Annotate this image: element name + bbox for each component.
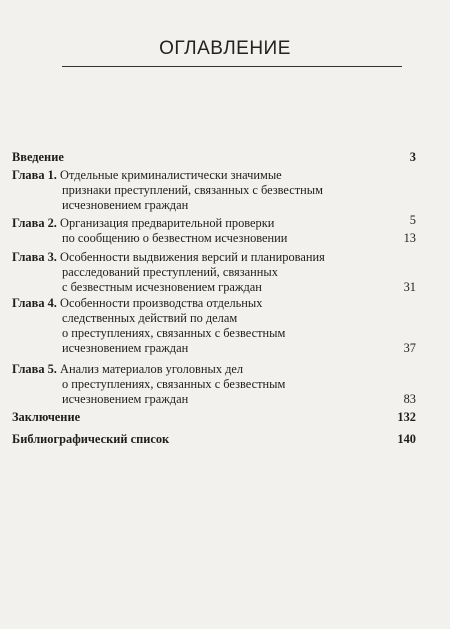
- toc-entry-bibliography: [12, 432, 416, 447]
- toc-ch3-line: расследований преступлений, связанных: [62, 265, 278, 279]
- toc-conclusion-label: Заключение: [12, 410, 81, 424]
- toc-entry-ch4: [12, 296, 416, 356]
- toc-ch5-line: Анализ материалов уголовных дел: [60, 362, 244, 376]
- toc-ch1-head: Глава 1.: [12, 168, 57, 182]
- toc-bibliography-page: 140: [397, 432, 416, 446]
- toc-entry-ch3: [12, 250, 416, 295]
- toc-ch3-line: Особенности выдвижения версий и планирования: [60, 250, 325, 264]
- toc-ch2-head: Глава 2.: [12, 216, 57, 230]
- toc-ch4-page: 37: [403, 341, 416, 355]
- toc-ch3-head: Глава 3.: [12, 250, 57, 264]
- toc-entry-ch2: [12, 216, 416, 246]
- toc-ch4-line: о преступлениях, связанных с безвестным: [62, 326, 286, 340]
- toc-intro-label: Введение: [12, 150, 64, 164]
- page-title: ОГЛАВЛЕНИЕ: [159, 38, 291, 59]
- toc-entry-conclusion: [12, 410, 416, 425]
- toc-ch4-head: Глава 4.: [12, 296, 57, 310]
- toc-ch5-line: исчезновением граждан: [62, 392, 189, 406]
- toc-ch2-line: Организация предварительной проверки: [60, 216, 275, 230]
- toc-ch2-line: по сообщению о безвестном исчезновении: [62, 231, 288, 245]
- toc-entry-intro: [12, 150, 416, 165]
- toc-ch1-line: Отдельные криминалистически значимые: [60, 168, 282, 182]
- toc-ch5-head: Глава 5.: [12, 362, 57, 376]
- toc-ch1-line: признаки преступлений, связанных с безвестным: [62, 183, 323, 197]
- toc-entry-ch5: [12, 362, 416, 407]
- toc-ch4-line: следственных действий по делам: [62, 311, 238, 325]
- toc-ch1-line: исчезновением граждан: [62, 198, 189, 212]
- toc-bibliography-label: Библиографический список: [12, 432, 170, 446]
- toc-ch5-page: 83: [403, 392, 416, 406]
- toc-ch3-page: 31: [403, 280, 416, 294]
- title-rule: [62, 66, 402, 67]
- toc-conclusion-page: 132: [397, 410, 416, 424]
- toc-ch5-line: о преступлениях, связанных с безвестным: [62, 377, 286, 391]
- toc-intro-page: 3: [409, 150, 416, 164]
- toc-ch4-line: Особенности производства отдельных: [60, 296, 263, 310]
- toc-ch4-line: исчезновением граждан: [62, 341, 189, 355]
- toc-ch1-page: 5: [409, 213, 416, 227]
- toc-ch3-line: с безвестным исчезновением граждан: [62, 280, 262, 294]
- toc-ch2-page: 13: [403, 231, 416, 245]
